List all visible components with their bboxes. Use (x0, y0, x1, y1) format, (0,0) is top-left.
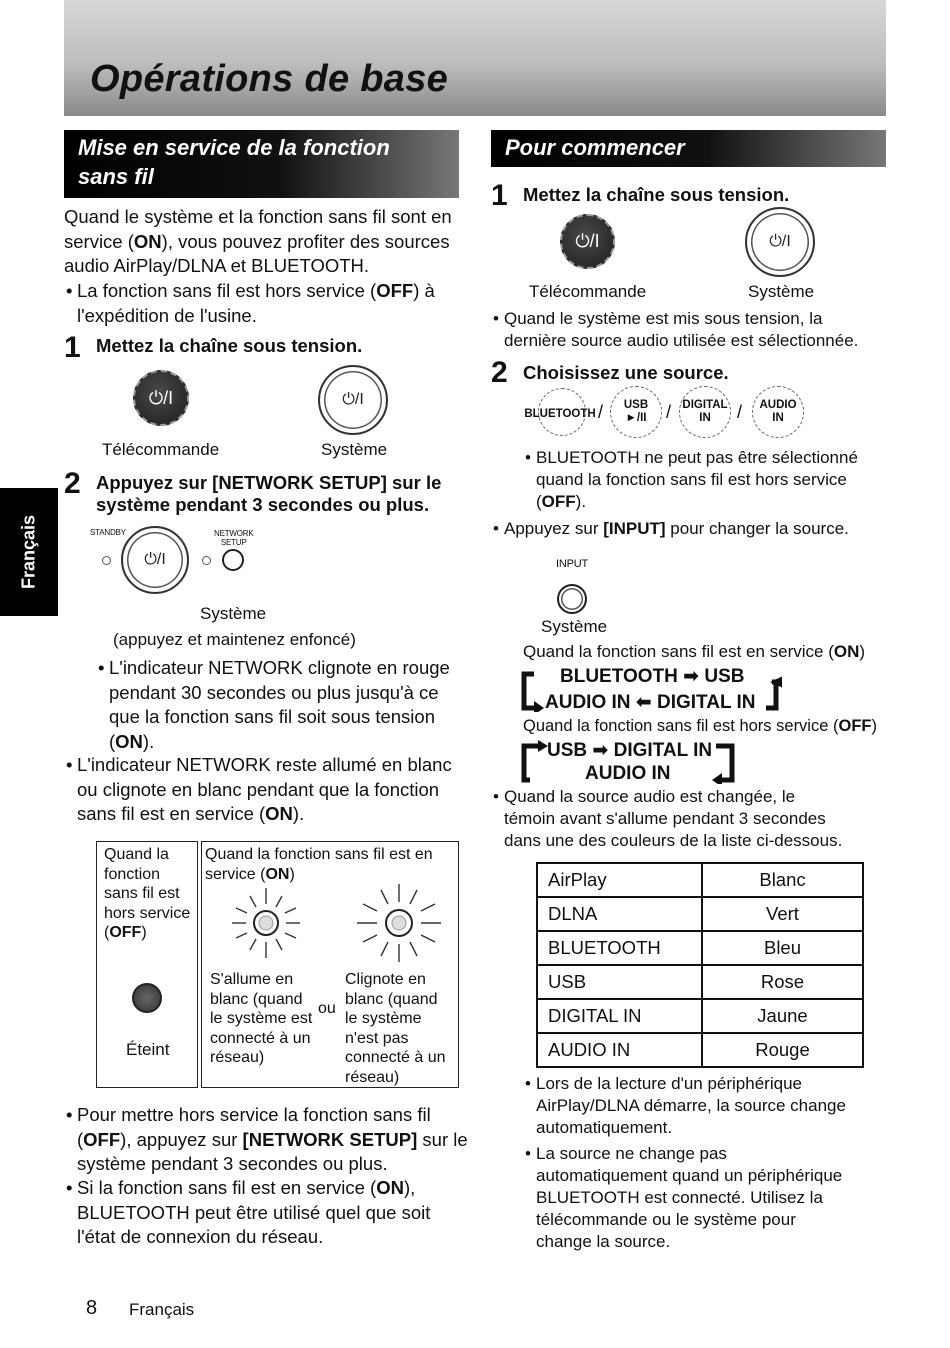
hold-label: (appuyez et maintenez enfoncé) (113, 630, 356, 649)
right-system-power-button: ⏻/I (745, 207, 815, 277)
on-sequence-caption: Quand la fonction sans fil est en service (ON) (523, 642, 866, 661)
right-bullet-3: • Quand la source audio est changée, le témoin avant s'allume pendant 3 secondes dans une des couleurs de la liste ci-dessous. (504, 786, 894, 852)
table-row: AirPlay Blanc (537, 863, 863, 897)
source-bluetooth: BLUETOOTH (524, 407, 596, 420)
led-on-text: Quand la fonction sans fil est en service (ON) (205, 846, 433, 883)
network-led-icon (202, 556, 211, 565)
source-color-table (536, 862, 864, 1068)
right-bullet-1: • Quand le système est mis sous tension, la dernière source audio utilisée est sélectionnée. (504, 308, 894, 352)
table-row: AUDIO IN Rouge (537, 1033, 863, 1067)
source-slash-3: / (737, 402, 743, 422)
right-bullet-2: • Appuyez sur [INPUT] pour changer la source. (504, 518, 894, 540)
panel-power-button: ⏻/I (121, 526, 189, 594)
language-side-tab (0, 488, 58, 616)
led-off-text: Quand la fonction sans fil est hors service (OFF) (104, 846, 191, 941)
on-seq-row-1: BLUETOOTH ➡ USB (560, 666, 745, 687)
off-seq-row-1: USB ➡ DIGITAL IN (547, 740, 713, 761)
right-step1-text: Mettez la chaîne sous tension. (523, 184, 790, 205)
source-usb: USB ►/II (610, 386, 662, 438)
right-remote-power-button: ⏻/I (560, 214, 615, 269)
standby-led-icon (102, 556, 111, 565)
side-tab-label: Français (18, 514, 39, 590)
left-sub-bullet-1: • L'indicateur NETWORK clignote en rouge pendant 30 secondes ou plus jusqu'à ce que la fonction sans fil soit sous tension (ON). (109, 656, 469, 754)
source-slash-2: / (666, 402, 672, 422)
right-sub-bullet-2: • Lors de la lecture d'un périphérique AirPlay/DLNA démarre, la source change automatiquement. (536, 1073, 891, 1139)
system-label-2: Système (200, 604, 267, 623)
page-title: Opérations de base (90, 58, 449, 100)
system-power-button: ⏻/I (318, 365, 388, 435)
input-button (557, 584, 587, 614)
led-lit-text: S'allume en blanc (quand le système est connecté à un réseau) (210, 971, 313, 1066)
table-row: USB Rose (537, 965, 863, 999)
table-row: DIGITAL IN Jaune (537, 999, 863, 1033)
left-bullet-3: • Pour mettre hors service la fonction sans fil (OFF), appuyez sur [NETWORK SETUP] sur le système pendant 3 secondes ou plus. (77, 1103, 472, 1177)
system-label: Système (321, 440, 388, 459)
standby-label: STANDBY (90, 528, 126, 537)
led-blink-text: Clignote en blanc (quand le système n'est pas connecté à un réseau) (345, 971, 446, 1086)
right-remote-label: Télécommande (529, 282, 647, 301)
source-digital-in: DIGITAL IN (679, 386, 731, 438)
right-system-label: Système (748, 282, 815, 301)
table-row: DLNA Vert (537, 897, 863, 931)
right-sub-bullet-3: • La source ne change pas automatiquement quand un périphérique BLUETOOTH est connecté. Utilisez la télécommande ou le système pour change la source. (536, 1143, 891, 1253)
left-step1-number: 1 (64, 331, 81, 364)
remote-label: Télécommande (102, 440, 220, 459)
right-section-title: Pour commencer (491, 130, 886, 167)
left-bullet-4: • Si la fonction sans fil est en service (ON), BLUETOOTH peut être utilisé quel que soit l'état de connexion du réseau. (77, 1176, 472, 1250)
page-number: 8 (86, 1297, 98, 1319)
left-bullet-1: • La fonction sans fil est hors service (OFF) à l'expédition de l'usine. (77, 279, 467, 328)
left-step2-text: Appuyez sur [NETWORK SETUP] sur le système pendant 3 secondes ou plus. (96, 472, 442, 515)
off-sequence-caption: Quand la fonction sans fil est hors service (OFF) (523, 717, 877, 735)
footer-language: Français (129, 1300, 195, 1319)
source-slash-1: / (598, 402, 604, 422)
led-off-state: Éteint (126, 1040, 170, 1059)
right-step2-text: Choisissez une source. (523, 362, 729, 383)
remote-power-button: ⏻/I (133, 370, 189, 426)
right-step2-number: 2 (491, 356, 508, 389)
led-lit-icon (228, 880, 304, 966)
left-bullet-2: • L'indicateur NETWORK reste allumé en blanc ou clignote en blanc pendant que la fonction sans fil est en service (ON). (77, 753, 467, 827)
network-setup-label: NETWORK SETUP (214, 529, 254, 547)
off-seq-row-2: AUDIO IN (585, 763, 671, 784)
right-sub-bullet-1: • BLUETOOTH ne peut pas être sélectionné quand la fonction sans fil est hors service (OFF). (536, 447, 891, 513)
network-setup-button (222, 549, 244, 571)
source-audio-in: AUDIO IN (752, 386, 804, 438)
input-label: INPUT (556, 558, 589, 570)
table-row: BLUETOOTH Bleu (537, 931, 863, 965)
source-bluetooth-ring (538, 388, 586, 436)
left-section-title: Mise en service de la fonction sans fil (64, 130, 459, 198)
led-off-icon (132, 983, 162, 1013)
led-or-text: ou (318, 1000, 336, 1017)
on-seq-row-2: AUDIO IN ⬅ DIGITAL IN (545, 692, 756, 713)
right-step1-number: 1 (491, 179, 508, 212)
left-step2-number: 2 (64, 467, 81, 500)
right-system-label-2: Système (541, 617, 608, 636)
left-step1-text: Mettez la chaîne sous tension. (96, 335, 363, 356)
left-intro: Quand le système et la fonction sans fil sont en service (ON), vous pouvez profiter des sources audio AirPlay/DLNA et BLUETOOTH. (64, 206, 452, 276)
led-blink-icon (355, 880, 443, 966)
